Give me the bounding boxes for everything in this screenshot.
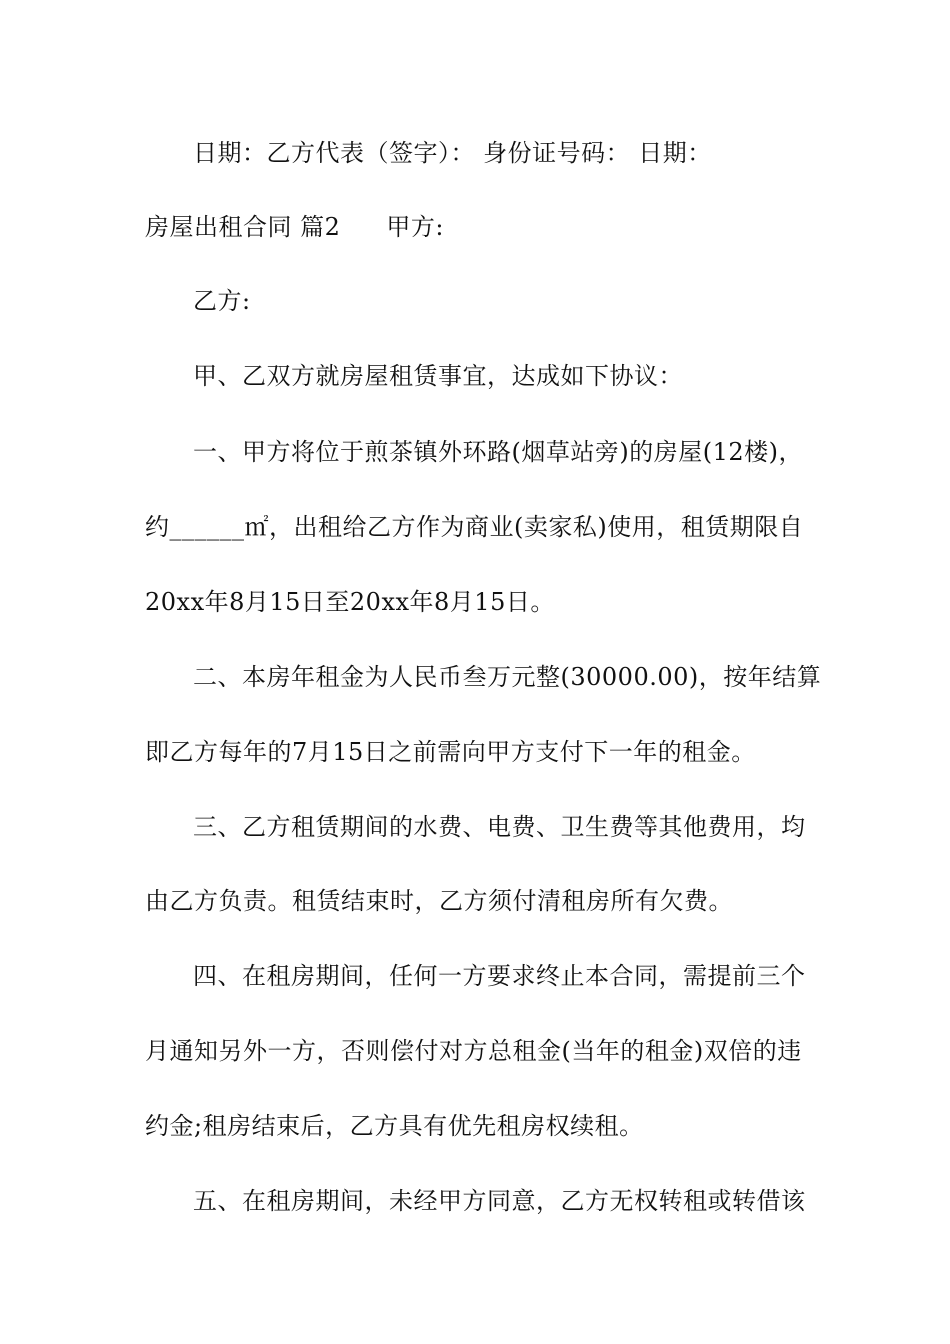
clause-1-line-2: 约______㎡，出租给乙方作为商业(卖家私)使用，租赁期限自 bbox=[145, 513, 804, 541]
clause-5-line-1: 五、在租房期间，未经甲方同意，乙方无权转租或转借该 bbox=[193, 1187, 806, 1215]
signature-date-line: 日期：乙方代表（签字）： 身份证号码： 日期： bbox=[193, 139, 712, 167]
contract-title: 房屋出租合同 篇2 bbox=[145, 213, 341, 241]
clause-1-line-1: 一、甲方将位于煎茶镇外环路(烟草站旁)的房屋(12楼)， bbox=[193, 438, 803, 466]
clause-3-line-2: 由乙方负责。租赁结束时，乙方须付清租房所有欠费。 bbox=[145, 887, 733, 915]
clause-3-line-1: 三、乙方租赁期间的水费、电费、卫生费等其他费用，均 bbox=[193, 813, 806, 841]
clause-2-line-1: 二、本房年租金为人民币叁万元整(30000.00)，按年结算 bbox=[193, 663, 822, 691]
contract-heading-line bbox=[145, 211, 825, 243]
clause-4-line-2: 月通知另外一方，否则偿付对方总租金(当年的租金)双倍的违 bbox=[145, 1037, 802, 1065]
party-b-label: 乙方: bbox=[193, 287, 251, 315]
clause-1-line-3: 20xx年8月15日至20xx年8月15日。 bbox=[145, 588, 555, 616]
clause-2-line-2: 即乙方每年的7月15日之前需向甲方支付下一年的租金。 bbox=[145, 738, 756, 766]
agreement-intro: 甲、乙双方就房屋租赁事宜，达成如下协议： bbox=[193, 362, 683, 390]
clause-4-line-3: 约金;租房结束后，乙方具有优先租房权续租。 bbox=[145, 1112, 644, 1140]
clause-4-line-1: 四、在租房期间，任何一方要求终止本合同，需提前三个 bbox=[193, 962, 806, 990]
party-a-label: 甲方: bbox=[386, 213, 444, 241]
